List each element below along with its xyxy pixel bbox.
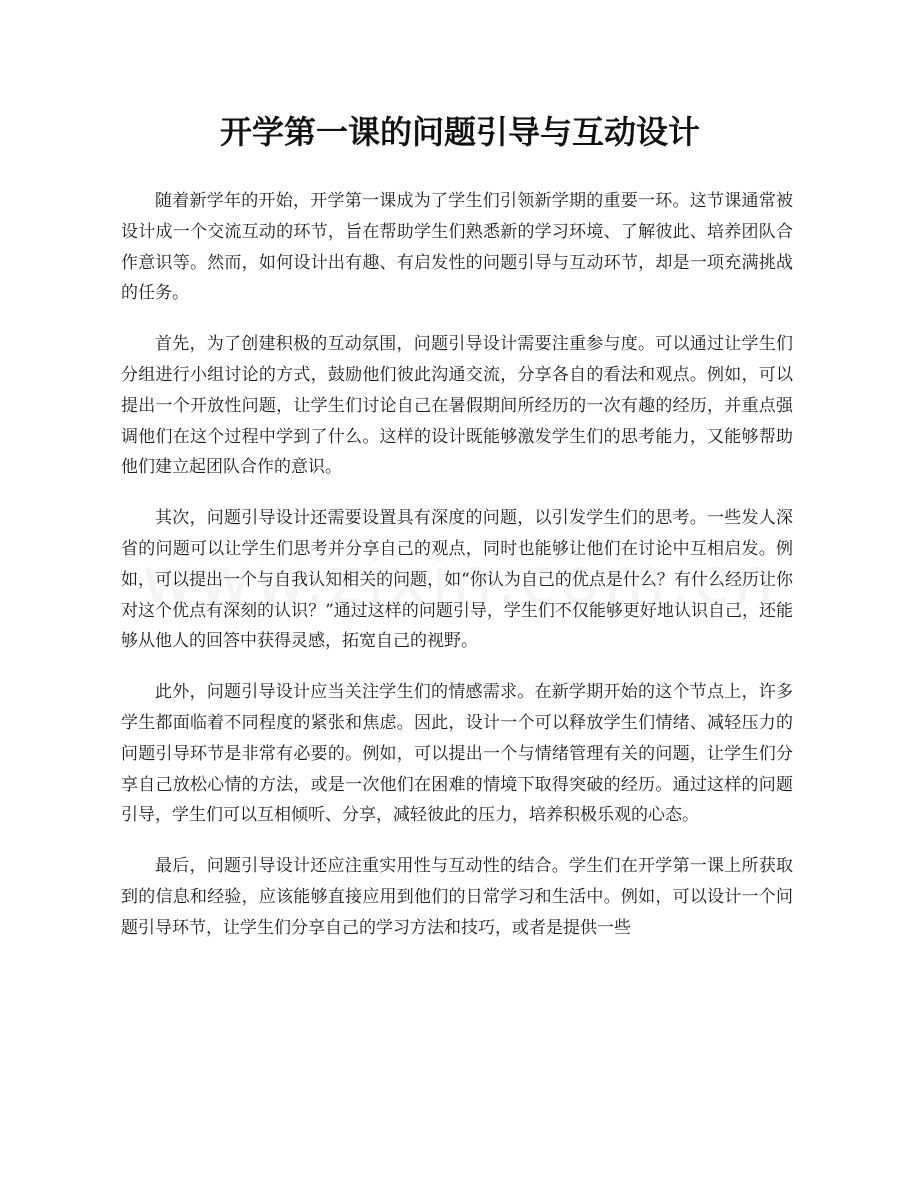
paragraph-second: 其次，问题引导设计还需要设置具有深度的问题，以引发学生们的思考。一些发人深省的问题可以让学生们思考并分享自己的观点，同时也能够让他们在讨论中互相启发。例如，可以提出一个与自我认知相关的问题，如“你认为自己的优点是什么？有什么经历让你对这个优点有深刻的认识？”通过这样的问题引导，学生们不仅能够更好地认识自己，还能够从他人的回答中获得灵感，拓宽自己的视野。: [121, 508, 793, 652]
paragraph-last: 最后，问题引导设计还应注重实用性与互动性的结合。学生们在开学第一课上所获取到的信息和经验，应该能够直接应用到他们的日常学习和生活中。例如，可以设计一个问题引导环节，让学生们分享自己的学习方法和技巧，或者是提供一些: [121, 856, 793, 938]
paragraph-intro: 随着新学年的开始，开学第一课成为了学生们引领新学期的重要一环。这节课通常被设计成一个交流互动的环节，旨在帮助学生们熟悉新的学习环境、了解彼此、培养团队合作意识等。然而，如何设计出有趣、有启发性的问题引导与互动环节，却是一项充满挑战的任务。: [121, 191, 793, 304]
paragraph-first: 首先，为了创建积极的互动氛围，问题引导设计需要注重参与度。可以通过让学生们分组进行小组讨论的方式，鼓励他们彼此沟通交流，分享各自的看法和观点。例如，可以提出一个开放性问题，让学生们讨论自己在暑假期间所经历的一次有趣的经历，并重点强调他们在这个过程中学到了什么。这样的设计既能够激发学生们的思考能力，又能够帮助他们建立起团队合作的意识。: [121, 334, 793, 478]
document-body: [121, 186, 793, 964]
paragraph-third: 此外，问题引导设计应当关注学生们的情感需求。在新学期开始的这个节点上，许多学生都面临着不同程度的紧张和焦虑。因此，设计一个可以释放学生们情绪、减轻压力的问题引导环节是非常有必要的。例如，可以提出一个与情绪管理有关的问题，让学生们分享自己放松心情的方法，或是一次他们在困难的情境下取得突破的经历。通过这样的问题引导，学生们可以互相倾听、分享，减轻彼此的压力，培养积极乐观的心态。: [121, 682, 793, 826]
document-title: 开学第一课的问题引导与互动设计: [219, 113, 700, 151]
